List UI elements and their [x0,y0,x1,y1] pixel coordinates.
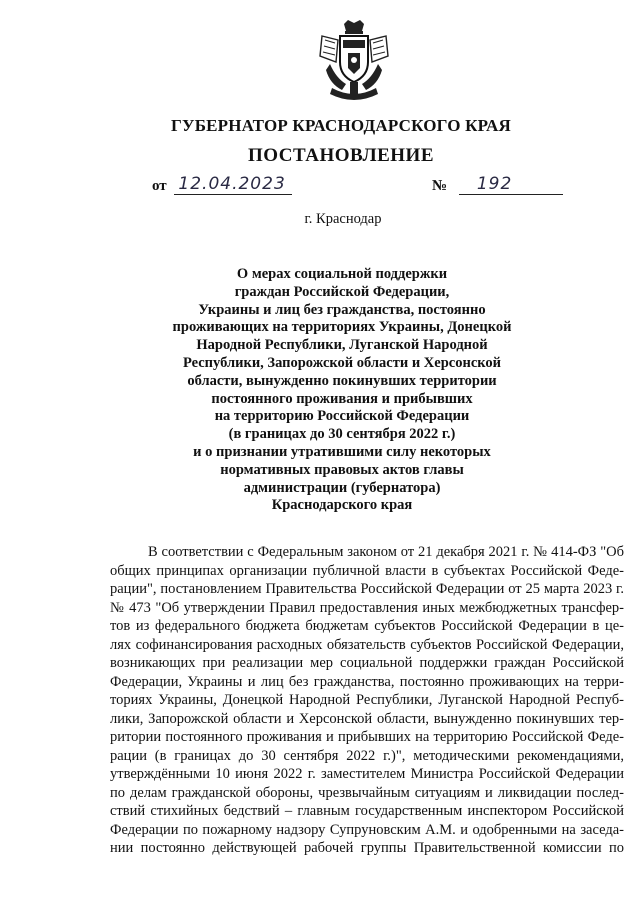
body-line: Федерации по пожарному надзору Супруновским А.М. и одобренными на заседа- [110,821,624,838]
title-line: на территорию Российской Федерации [214,408,470,425]
body-line: возникающих при реализации мер социальной поддержки граждан Российской [110,655,624,671]
title-line: Краснодарского края [271,497,413,514]
title-line: Республики, Запорожской области и Херсонской [182,354,502,371]
date-field [152,174,292,195]
body-line: лики, Запорожской области и Херсонской области, вынужденно покинувших тер- [110,710,624,727]
body-line: Федерации, Украины и лиц без гражданства, постоянно проживающих на терри- [110,673,624,690]
handwritten-number: 192 [476,174,513,194]
coat-of-arms-emblem [316,18,392,104]
body-line: № 473 "Об утверждении Правил предоставления иных межбюджетных трансфер- [110,599,624,616]
number-field [432,174,563,195]
document-title [150,266,534,515]
body-line: тов из федерального бюджета бюджетам субъектов Российской Федерации в це- [110,618,624,634]
number-prefix: № [432,178,448,194]
body-line: рации", постановлением Правительства Российской Федерации от 25 марта 2023 г. [110,581,624,597]
body-text [110,543,624,858]
date-underline [174,174,292,195]
title-line: О мерах социальной поддержки [236,266,448,282]
title-line: области, вынужденно покинувших территории [187,372,497,389]
body-line: В соответствии с Федеральным законом от 21 декабря 2021 г. № 414-ФЗ "Об [148,544,624,560]
title-line: проживающих на территориях Украины, Донецкой [172,319,512,336]
body-line: общих принципах организации публичной власти в субъектах Российской Феде- [110,562,624,579]
title-line: нормативных правовых актов главы [220,461,464,478]
body-line: лях софинансирования расходных обязательств субъектов Российской Федерации, [110,636,624,653]
title-line: администрации (губернатора) [243,479,441,496]
handwritten-date: 12.04.2023 [178,174,286,194]
title-line: и о признании утратившими силу некоторых [193,443,491,460]
body-line: ствий стихийных бедствий – главным государственным инспектором Российской [110,803,624,819]
body-line: по делам гражданской обороны, чрезвычайным ситуациям и ликвидации послед- [110,784,624,801]
date-prefix: от [152,178,167,194]
title-line: Народной Республики, Луганской Народной [196,337,488,354]
body-line: ритории постоянного проживания и прибывших на территорию Российской Феде- [110,729,624,745]
number-underline [459,174,563,195]
document-type: ПОСТАНОВЛЕНИЕ [247,145,435,166]
body-line: утверждёнными 10 июня 2022 г. заместителем Министра Российской Федерации [110,766,624,782]
title-line: постоянного проживания и прибывших [211,390,473,407]
body-line: нии постоянно действующей рабочей группы Правительственной комиссии по [110,840,624,856]
title-line: граждан Российской Федерации, [234,283,450,300]
city-name: г. Краснодар [304,211,382,227]
title-line: (в границах до 30 сентября 2022 г.) [228,426,456,443]
issuing-authority: ГУБЕРНАТОР КРАСНОДАРСКОГО КРАЯ [171,116,511,135]
title-line: Украины и лиц без гражданства, постоянно [198,301,486,318]
body-line: рации (в границах до 30 сентября 2022 г.)", методическими рекомендациями, [110,747,624,764]
body-line: ториях Украины, Донецкой Народной Республики, Луганской Народной Респуб- [110,692,624,708]
